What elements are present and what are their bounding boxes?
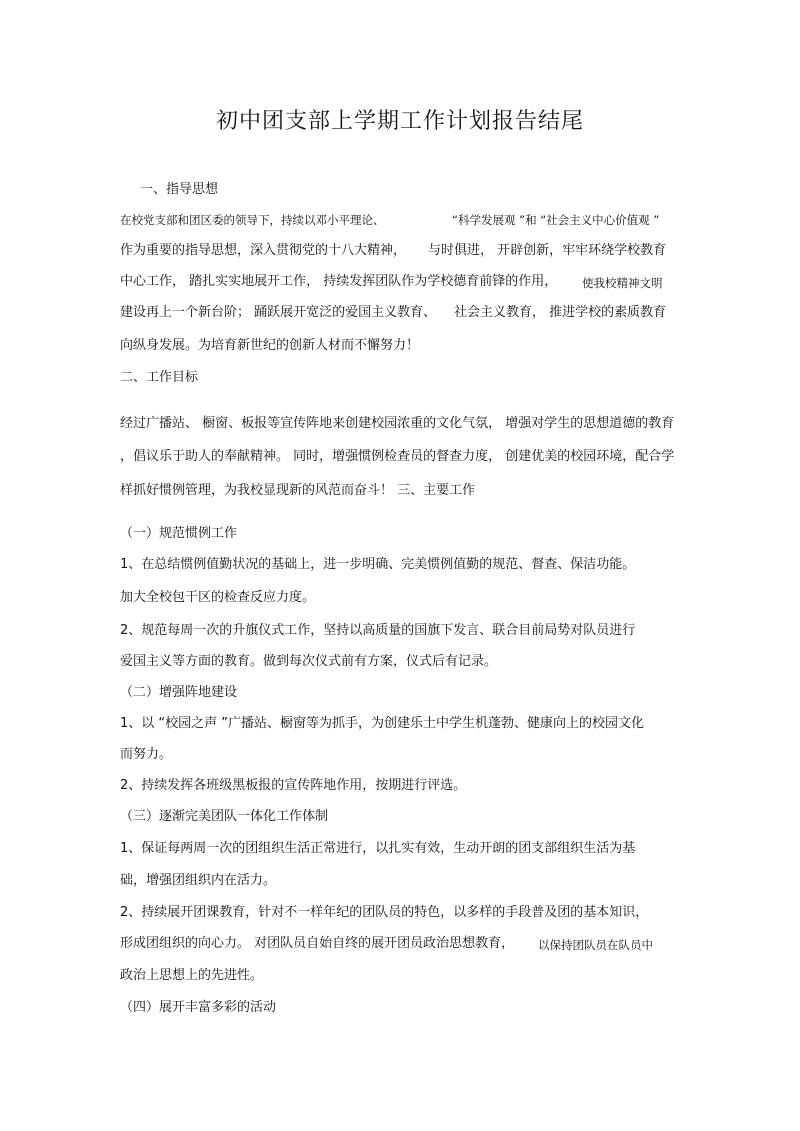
paragraph-line: 2、持续展开团课教育，针对不一样年纪的团队员的特色，以多样的手段普及团的基本知识， <box>120 905 649 920</box>
paragraph-line: 在校党支部和团区委的领导下，持续以邓小平理论、 <box>120 213 385 227</box>
paragraph-line: 形成团组织的向心力。 对团队员自始自终的展开团员政治思想教育， <box>120 936 515 951</box>
paragraph-line: 向纵身发展。为培育新世纪的创新人材而不懈努力！ <box>120 338 420 353</box>
paragraph-line: “科学发展观 ”和 “社会主义中心价值观 ” <box>452 213 660 227</box>
paragraph-line: 与时俱进， 开辟创新，牢牢环绕学校教育 <box>428 243 667 258</box>
paragraph-line: 使我校精神文明 <box>582 276 663 290</box>
paragraph-line: 2、规范每周一次的升旗仪式工作，坚持以高质量的国旗下发言、联合目前局势对队员进行 <box>120 623 636 638</box>
paragraph-line: ，倡议乐于助人的奉献精神。 同时，增强惯例检查员的督查力度， 创建优美的校园环境，配合学 <box>120 449 675 464</box>
heading-section-4: （四）展开丰富多彩的活动 <box>120 1000 277 1015</box>
paragraph-line: 爱国主义等方面的教育。做到每次仪式前有方案，仪式后有记录。 <box>120 654 498 669</box>
paragraph-line: 政治上思想上的先进性。 <box>120 968 264 983</box>
paragraph-line: 作为重要的指导思想，深入贯彻党的十八大精神， <box>120 243 407 258</box>
paragraph-line: 经过广播站、 橱窗、板报等宣传阵地来创建校园浓重的文化气氛， 增强对学生的思想道德的教育 <box>120 416 675 431</box>
paragraph-line: 础，增强团组织内在活力。 <box>120 873 277 888</box>
paragraph-line: 样抓好惯例管理，为我校显现新的风范而奋斗！ 三、主要工作 <box>120 483 476 498</box>
paragraph-line: 1、保证每两周一次的团组织生活正常进行，以扎实有效，生动开朗的团支部组织生活为基 <box>120 841 636 856</box>
paragraph-line: 而努力。 <box>120 747 173 762</box>
paragraph-line: 社会主义教育， 推进学校的素质教育 <box>454 305 667 320</box>
heading-section-3: （三）逐渐完美团队一体化工作体制 <box>120 809 329 824</box>
heading-section-1: （一）规范惯例工作 <box>120 526 238 541</box>
heading-section-2: （二）增强阵地建设 <box>120 685 238 700</box>
document-title: 初中团支部上学期工作计划报告结尾 <box>215 109 584 134</box>
paragraph-line: 以保持团队员在队员中 <box>538 938 653 952</box>
paragraph-line: 中心工作， 踏扎实实地展开工作， 持续发挥团队作为学校德育前锋的作用， <box>120 274 558 289</box>
paragraph-line: 2、持续发挥各班级黑板报的宣传阵地作用，按期进行评选。 <box>120 778 467 793</box>
heading-guiding-ideology: 一、指导思想 <box>140 182 219 197</box>
paragraph-line: 加大全校包干区的检查反应力度。 <box>120 590 316 605</box>
heading-work-goals: 二、工作目标 <box>120 370 199 385</box>
paragraph-line: 1、在总结惯例值勤状况的基础上，进一步明确、完美惯例值勤的规范、督查、保洁功能。 <box>120 557 636 572</box>
paragraph-line: 建设再上一个新台阶； 踊跃展开宽泛的爱国主义教育、 <box>120 305 437 320</box>
paragraph-line: 1、以 “校园之声 ”广播站、橱窗等为抓手，为创建乐土中学生机蓬勃、健康向上的校园文化 <box>120 716 645 731</box>
